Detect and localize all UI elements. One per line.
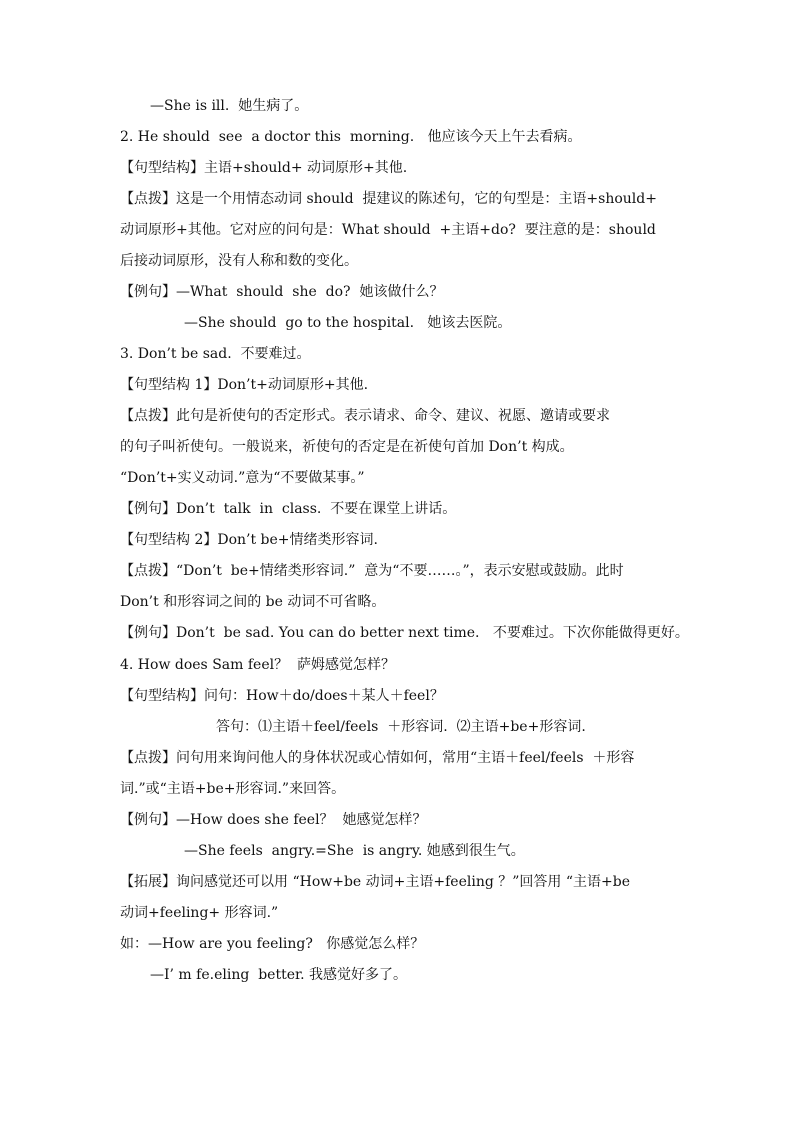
text-line: 答句：⑴主语＋feel/feels ＋形容词. ⑵主语+be+形容词. <box>216 719 586 735</box>
text-line: 【点拨】“Don’t be+情绪类形容词.” 意为“不要……。”，表示安慰或鼓励。此时 <box>120 563 624 579</box>
text-line: 动词+feeling+ 形容词.” <box>120 905 279 921</box>
text-line: 的句子叫祈使句。一般说来，祈使句的否定是在祈使句首加 Don’t 构成。 <box>120 439 574 455</box>
text-line: 【例句】—What should she do? 她该做什么？ <box>120 284 444 300</box>
text-line: 如：—How are you feeling? 你感觉怎么样？ <box>120 936 425 952</box>
text-line: 【句型结构 2】Don’t be+情绪类形容词. <box>120 532 378 548</box>
text-line: —She is ill. 她生病了。 <box>150 98 309 114</box>
text-line: 【例句】Don’t be sad. You can do better next time. 不要难过。下次你能做得更好。 <box>120 625 689 641</box>
text-line: 【句型结构】主语+should+ 动词原形+其他. <box>120 160 408 176</box>
text-line: Don’t 和形容词之间的 be 动词不可省略。 <box>120 594 386 610</box>
text-line: —I’ m fe.eling better. 我感觉好多了。 <box>150 967 408 983</box>
text-line: “Don’t+实义动词.”意为“不要做某事。” <box>120 470 365 486</box>
text-line: 【例句】Don’t talk in class. 不要在课堂上讲话。 <box>120 501 457 517</box>
text-line: 【点拨】问句用来询问他人的身体状况或心情如何，常用“主语＋feel/feels ＋形容 <box>120 750 635 766</box>
text-line: 【点拨】这是一个用情态动词 should 提建议的陈述句，它的句型是：主语+should+ <box>120 191 657 207</box>
text-line: 动词原形+其他。它对应的问句是：What should +主语+do? 要注意的是：should <box>120 222 656 238</box>
text-line: 【拓展】询问感觉还可以用 “How+be 动词+主语+feeling ？”回答用 “主语+be <box>120 874 630 890</box>
text-line: —She should go to the hospital. 她该去医院。 <box>184 315 512 331</box>
text-line: 【例句】—How does she feel？ 她感觉怎样？ <box>120 812 427 828</box>
text-line: 后接动词原形，没有人称和数的变化。 <box>120 253 358 269</box>
text-line: —She feels angry.=She is angry. 她感到很生气。 <box>184 843 525 859</box>
text-line: 4. How does Sam feel？ 萨姆感觉怎样？ <box>120 657 395 673</box>
text-line: 2. He should see a doctor this morning. 他应该今天上午去看病。 <box>120 129 582 145</box>
text-line: 【句型结构 1】Don’t+动词原形+其他. <box>120 377 369 393</box>
text-line: 【句型结构】问句：How＋do/does＋某人＋feel？ <box>120 688 444 704</box>
text-line: 3. Don’t be sad. 不要难过。 <box>120 346 311 362</box>
text-line: 【点拨】此句是祈使句的否定形式。表示请求、命令、建议、祝愿、邀请或要求 <box>120 408 610 424</box>
text-line: 词.”或“主语+be+形容词.”来回答。 <box>120 781 346 797</box>
